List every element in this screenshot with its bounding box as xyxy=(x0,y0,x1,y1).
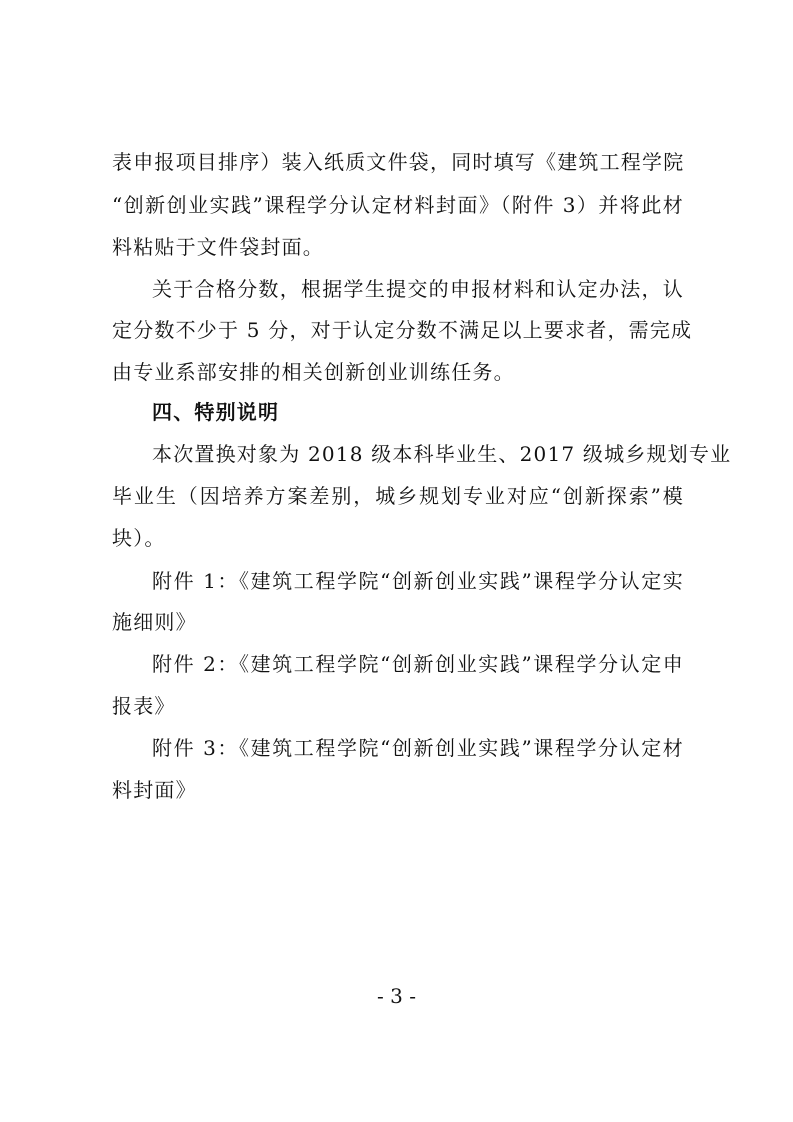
attachment-line: 施细则》 xyxy=(112,610,197,634)
paragraph-line: 料粘贴于文件袋封面。 xyxy=(112,235,324,259)
attachment-line: 附件 1：《建筑工程学院“创新创业实践”课程学分认定实 xyxy=(152,569,684,593)
paragraph-line: 由专业系部安排的相关创新创业训练任务。 xyxy=(112,360,515,384)
paragraph-line: 表申报项目排序）装入纸质文件袋，同时填写《建筑工程学院 xyxy=(112,150,685,174)
attachment-line: 附件 3：《建筑工程学院“创新创业实践”课程学分认定材 xyxy=(152,736,684,760)
paragraph-line: 块）。 xyxy=(112,526,166,550)
attachment-line: 报表》 xyxy=(112,694,176,718)
paragraph-line: “创新创业实践”课程学分认定材料封面》（附件 3）并将此材 xyxy=(112,193,684,217)
attachment-line: 料封面》 xyxy=(112,778,197,802)
section-heading: 四、特别说明 xyxy=(152,400,280,424)
paragraph-line: 定分数不少于 5 分，对于认定分数不满足以上要求者，需完成 xyxy=(112,318,693,342)
paragraph-line: 本次置换对象为 2018 级本科毕业生、2017 级城乡规划专业 xyxy=(152,442,732,466)
paragraph-line: 关于合格分数，根据学生提交的申报材料和认定办法，认 xyxy=(152,277,684,301)
paragraph-line: 毕业生（因培养方案差别，城乡规划专业对应“创新探索”模 xyxy=(112,484,684,508)
page-number: - 3 - xyxy=(377,984,416,1008)
attachment-line: 附件 2：《建筑工程学院“创新创业实践”课程学分认定申 xyxy=(152,652,684,676)
